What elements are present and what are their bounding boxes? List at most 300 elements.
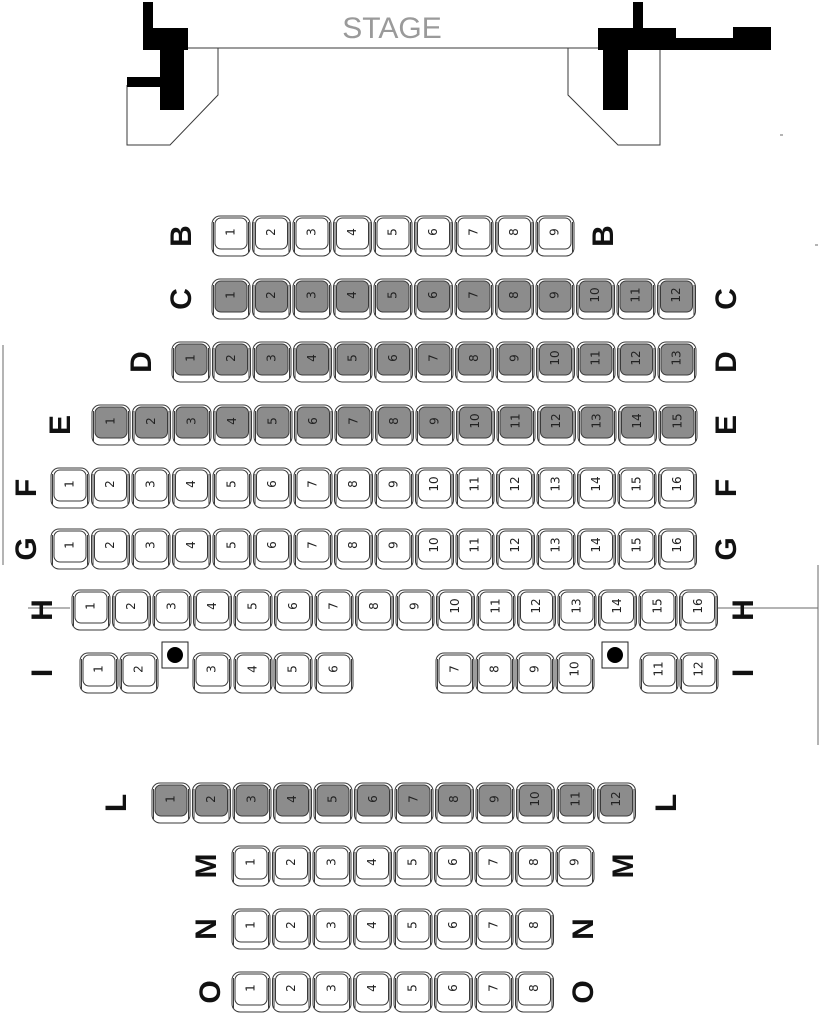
seat-c-10[interactable] <box>577 279 615 319</box>
seat-number: 11 <box>488 598 503 614</box>
seat-e-11[interactable] <box>497 405 535 445</box>
seat-number: 13 <box>548 537 563 553</box>
seat-number: 7 <box>486 858 501 866</box>
row-label-left: C <box>164 288 198 310</box>
seat-f-12[interactable] <box>497 468 535 508</box>
seat-m-7[interactable] <box>475 846 513 886</box>
seat-h-4[interactable] <box>194 590 232 630</box>
seat-b-9[interactable] <box>536 216 574 256</box>
marker-row-i-left <box>162 642 188 668</box>
seat-number: 7 <box>447 665 462 673</box>
seat-b-4[interactable] <box>334 216 372 256</box>
seat-n-3[interactable] <box>313 909 351 949</box>
seat-f-10[interactable] <box>416 468 454 508</box>
seat-number: 2 <box>204 795 218 803</box>
seat-number: 4 <box>365 858 379 866</box>
seat-number: 6 <box>265 480 279 488</box>
seat-h-1[interactable] <box>72 590 110 630</box>
seat-d-1[interactable] <box>172 342 210 382</box>
seat-b-7[interactable] <box>455 216 493 256</box>
seat-number: 13 <box>589 413 604 429</box>
seat-f-6[interactable] <box>254 468 292 508</box>
row-f <box>10 468 743 508</box>
seat-g-1[interactable] <box>51 529 89 569</box>
seat-f-11[interactable] <box>456 468 494 508</box>
stage <box>127 2 771 145</box>
seat-b-5[interactable] <box>374 216 412 256</box>
seat-g-2[interactable] <box>92 529 130 569</box>
row-label-left: H <box>25 599 59 621</box>
seat-number: 4 <box>245 665 260 673</box>
seat-number: 8 <box>527 858 541 866</box>
seat-number: 14 <box>610 598 624 614</box>
seat-number: 15 <box>650 598 665 614</box>
seat-d-7[interactable] <box>415 342 453 382</box>
seat-h-11[interactable] <box>477 590 515 630</box>
seat-number: 5 <box>224 541 239 549</box>
seat-i-9[interactable] <box>516 653 554 693</box>
seat-e-8[interactable] <box>376 405 414 445</box>
seat-number: 1 <box>223 291 238 299</box>
seat-number: 12 <box>629 350 643 366</box>
row-b <box>165 216 620 256</box>
seat-number: 5 <box>385 291 400 299</box>
seat-d-6[interactable] <box>375 342 413 382</box>
seat-number: 4 <box>285 795 299 803</box>
seat-number: 8 <box>527 984 541 992</box>
seat-h-7[interactable] <box>315 590 353 630</box>
seat-number: 12 <box>549 413 563 429</box>
seat-number: 6 <box>326 665 341 673</box>
row-label-right: H <box>726 599 760 621</box>
row-label-left: N <box>189 918 223 940</box>
seat-number: 10 <box>427 537 441 553</box>
seat-c-7[interactable] <box>455 279 493 319</box>
seat-e-13[interactable] <box>578 405 616 445</box>
stage-label: STAGE <box>342 12 442 45</box>
seat-number: 1 <box>91 665 106 673</box>
seat-f-3[interactable] <box>132 468 170 508</box>
seat-number: 11 <box>628 287 643 303</box>
seat-o-2[interactable] <box>273 972 311 1012</box>
row-c <box>165 279 743 319</box>
seat-number: 10 <box>427 476 441 492</box>
seat-o-6[interactable] <box>435 972 473 1012</box>
seat-e-15[interactable] <box>659 405 697 445</box>
seat-number: 7 <box>346 417 361 425</box>
seat-number: 9 <box>386 541 401 549</box>
seat-number: 7 <box>466 228 481 236</box>
seat-h-12[interactable] <box>518 590 556 630</box>
seat-h-6[interactable] <box>275 590 313 630</box>
seat-number: 2 <box>144 417 158 425</box>
seat-l-11[interactable] <box>557 783 595 823</box>
seat-number: 5 <box>224 480 239 488</box>
seat-number: 8 <box>467 354 481 362</box>
seat-number: 5 <box>385 228 400 236</box>
seat-number: 5 <box>325 795 340 803</box>
seat-number: 4 <box>205 602 219 610</box>
seat-number: 10 <box>548 350 562 366</box>
seat-number: 11 <box>467 537 482 553</box>
seat-d-8[interactable] <box>456 342 494 382</box>
seat-l-8[interactable] <box>436 783 474 823</box>
seat-e-12[interactable] <box>538 405 576 445</box>
seat-number: 8 <box>447 795 461 803</box>
seat-h-16[interactable] <box>680 590 718 630</box>
seat-f-5[interactable] <box>213 468 251 508</box>
stage-right-block <box>598 2 771 110</box>
seat-e-5[interactable] <box>254 405 292 445</box>
seat-c-4[interactable] <box>334 279 372 319</box>
seat-number: 3 <box>143 480 158 488</box>
row-o <box>194 972 600 1012</box>
seat-o-1[interactable] <box>232 972 270 1012</box>
seat-i-11[interactable] <box>640 653 678 693</box>
seat-number: 3 <box>164 602 179 610</box>
seat-number: 15 <box>629 476 644 492</box>
seat-number: 9 <box>507 354 522 362</box>
seat-c-6[interactable] <box>415 279 453 319</box>
seat-number: 3 <box>244 795 259 803</box>
seat-b-8[interactable] <box>496 216 534 256</box>
seat-e-6[interactable] <box>295 405 333 445</box>
seat-number: 5 <box>405 858 420 866</box>
seat-number: 3 <box>304 291 319 299</box>
seat-g-3[interactable] <box>132 529 170 569</box>
seat-f-9[interactable] <box>375 468 413 508</box>
seat-g-14[interactable] <box>578 529 616 569</box>
seat-e-14[interactable] <box>619 405 657 445</box>
seat-number: 6 <box>366 795 380 803</box>
seat-number: 1 <box>163 795 178 803</box>
seat-f-1[interactable] <box>51 468 89 508</box>
seat-n-4[interactable] <box>354 909 392 949</box>
seat-number: 9 <box>487 795 502 803</box>
seat-number: 12 <box>508 476 522 492</box>
seat-f-16[interactable] <box>659 468 697 508</box>
seat-f-4[interactable] <box>173 468 211 508</box>
seat-d-10[interactable] <box>537 342 575 382</box>
stage-left-block <box>127 2 188 110</box>
seat-number: 11 <box>467 476 482 492</box>
seat-number: 13 <box>569 598 584 614</box>
row-label-right: D <box>709 351 743 373</box>
seat-o-7[interactable] <box>475 972 513 1012</box>
seat-g-12[interactable] <box>497 529 535 569</box>
seat-number: 5 <box>405 984 420 992</box>
seat-h-3[interactable] <box>153 590 191 630</box>
seat-number: 6 <box>426 291 440 299</box>
seat-number: 5 <box>285 665 300 673</box>
seat-number: 1 <box>83 602 98 610</box>
seat-i-1[interactable] <box>80 653 118 693</box>
seat-h-15[interactable] <box>639 590 677 630</box>
seat-number: 3 <box>184 417 199 425</box>
seat-number: 9 <box>427 417 442 425</box>
seat-number: 4 <box>305 354 319 362</box>
seat-l-2[interactable] <box>193 783 231 823</box>
seat-number: 8 <box>387 417 401 425</box>
seat-n-7[interactable] <box>475 909 513 949</box>
seat-number: 5 <box>405 921 420 929</box>
seat-e-2[interactable] <box>133 405 171 445</box>
seat-b-6[interactable] <box>415 216 453 256</box>
row-label-left: F <box>9 478 43 498</box>
seat-m-5[interactable] <box>394 846 432 886</box>
row-label-right: B <box>586 225 620 247</box>
seat-number: 2 <box>103 480 117 488</box>
row-d <box>125 342 743 382</box>
seat-g-16[interactable] <box>659 529 697 569</box>
seat-c-11[interactable] <box>617 279 655 319</box>
row-label-left: G <box>9 537 43 561</box>
seat-number: 1 <box>223 228 238 236</box>
seat-l-10[interactable] <box>517 783 555 823</box>
seat-rows <box>10 216 760 1012</box>
seat-h-10[interactable] <box>437 590 475 630</box>
seat-b-2[interactable] <box>253 216 291 256</box>
seat-g-10[interactable] <box>416 529 454 569</box>
seat-d-12[interactable] <box>618 342 656 382</box>
seat-m-6[interactable] <box>435 846 473 886</box>
seat-c-9[interactable] <box>536 279 574 319</box>
seat-h-9[interactable] <box>396 590 434 630</box>
seat-m-3[interactable] <box>313 846 351 886</box>
seat-number: 13 <box>548 476 563 492</box>
row-l <box>100 783 683 823</box>
seat-number: 7 <box>486 921 501 929</box>
seat-number: 2 <box>124 602 138 610</box>
seat-number: 13 <box>669 350 684 366</box>
seat-number: 2 <box>224 354 238 362</box>
seat-g-15[interactable] <box>618 529 656 569</box>
seat-h-2[interactable] <box>113 590 151 630</box>
seat-f-2[interactable] <box>92 468 130 508</box>
seat-e-4[interactable] <box>214 405 252 445</box>
row-label-right: F <box>709 478 743 498</box>
seat-b-1[interactable] <box>212 216 250 256</box>
seat-m-1[interactable] <box>232 846 270 886</box>
seat-n-2[interactable] <box>273 909 311 949</box>
seat-number: 2 <box>131 665 146 673</box>
seat-number: 3 <box>143 541 158 549</box>
seat-number: 8 <box>346 541 360 549</box>
seat-number: 9 <box>547 228 562 236</box>
seat-h-13[interactable] <box>558 590 596 630</box>
seat-number: 5 <box>265 417 280 425</box>
seat-number: 2 <box>103 541 117 549</box>
row-label-left: M <box>189 853 223 879</box>
row-label-left: B <box>164 225 198 247</box>
seat-h-14[interactable] <box>599 590 637 630</box>
seat-i-12[interactable] <box>680 653 718 693</box>
seat-g-13[interactable] <box>537 529 575 569</box>
seat-number: 1 <box>243 984 258 992</box>
seat-number: 3 <box>324 921 339 929</box>
seat-number: 9 <box>407 602 422 610</box>
seat-number: 3 <box>264 354 279 362</box>
seat-number: 4 <box>225 417 239 425</box>
seat-number: 7 <box>426 354 441 362</box>
seat-number: 2 <box>264 228 278 236</box>
seat-d-13[interactable] <box>658 342 696 382</box>
marker-row-i-right <box>602 642 628 668</box>
seat-d-3[interactable] <box>253 342 291 382</box>
seat-i-8[interactable] <box>476 653 514 693</box>
seat-f-15[interactable] <box>618 468 656 508</box>
seat-i-6[interactable] <box>315 653 353 693</box>
black-dot-icon <box>167 647 183 663</box>
seat-l-3[interactable] <box>233 783 271 823</box>
seat-number: 12 <box>529 598 543 614</box>
seat-h-5[interactable] <box>234 590 272 630</box>
seat-g-8[interactable] <box>335 529 373 569</box>
seat-m-8[interactable] <box>516 846 554 886</box>
row-label-left: D <box>124 351 158 373</box>
seat-c-3[interactable] <box>293 279 331 319</box>
seat-number: 9 <box>386 480 401 488</box>
seat-number: 1 <box>62 541 77 549</box>
seat-number: 11 <box>568 791 583 807</box>
seat-number: 6 <box>265 541 279 549</box>
seat-b-3[interactable] <box>293 216 331 256</box>
seat-g-6[interactable] <box>254 529 292 569</box>
seat-l-7[interactable] <box>395 783 433 823</box>
seat-number: 15 <box>670 413 685 429</box>
seat-m-9[interactable] <box>556 846 594 886</box>
seat-o-8[interactable] <box>516 972 554 1012</box>
row-n <box>190 909 600 949</box>
seat-f-13[interactable] <box>537 468 575 508</box>
seat-e-1[interactable] <box>92 405 130 445</box>
seat-g-11[interactable] <box>456 529 494 569</box>
seat-i-3[interactable] <box>193 653 231 693</box>
seat-number: 1 <box>62 480 77 488</box>
seat-l-5[interactable] <box>314 783 352 823</box>
seat-number: 6 <box>446 858 460 866</box>
seat-i-4[interactable] <box>234 653 272 693</box>
seat-m-4[interactable] <box>354 846 392 886</box>
seat-number: 9 <box>567 858 582 866</box>
seat-number: 8 <box>346 480 360 488</box>
seat-number: 1 <box>183 354 198 362</box>
seat-m-2[interactable] <box>273 846 311 886</box>
seat-number: 6 <box>286 602 300 610</box>
seat-d-2[interactable] <box>213 342 251 382</box>
seat-number: 7 <box>305 480 320 488</box>
seat-o-3[interactable] <box>313 972 351 1012</box>
seat-g-9[interactable] <box>375 529 413 569</box>
seat-g-5[interactable] <box>213 529 251 569</box>
row-label-right: L <box>649 793 683 813</box>
seat-c-1[interactable] <box>212 279 250 319</box>
seat-number: 4 <box>365 921 379 929</box>
seat-g-7[interactable] <box>294 529 332 569</box>
seat-l-1[interactable] <box>152 783 190 823</box>
row-i <box>26 653 760 693</box>
seat-d-9[interactable] <box>496 342 534 382</box>
seat-n-1[interactable] <box>232 909 270 949</box>
seat-o-5[interactable] <box>394 972 432 1012</box>
seat-d-5[interactable] <box>334 342 372 382</box>
seat-number: 8 <box>507 228 521 236</box>
seat-number: 6 <box>446 921 460 929</box>
seat-number: 7 <box>305 541 320 549</box>
seat-d-11[interactable] <box>577 342 615 382</box>
seat-number: 10 <box>567 661 582 677</box>
row-label-left: L <box>99 793 133 813</box>
seat-e-3[interactable] <box>173 405 211 445</box>
seat-i-5[interactable] <box>274 653 312 693</box>
seat-l-12[interactable] <box>598 783 636 823</box>
seat-e-10[interactable] <box>457 405 495 445</box>
seat-number: 15 <box>629 537 644 553</box>
seat-c-12[interactable] <box>658 279 696 319</box>
seat-number: 16 <box>670 476 684 492</box>
seat-number: 12 <box>609 791 623 807</box>
seat-c-5[interactable] <box>374 279 412 319</box>
seat-number: 6 <box>386 354 400 362</box>
seat-h-8[interactable] <box>356 590 394 630</box>
seat-f-7[interactable] <box>294 468 332 508</box>
seat-number: 14 <box>589 537 603 553</box>
row-label-left: I <box>25 668 59 678</box>
seat-number: 12 <box>669 287 683 303</box>
seat-l-6[interactable] <box>355 783 393 823</box>
seat-g-4[interactable] <box>173 529 211 569</box>
seat-c-8[interactable] <box>496 279 534 319</box>
seat-number: 14 <box>630 413 644 429</box>
seat-number: 12 <box>691 661 706 677</box>
seat-number: 10 <box>588 287 602 303</box>
seat-f-8[interactable] <box>335 468 373 508</box>
seat-number: 3 <box>304 228 319 236</box>
row-label-left: O <box>193 980 227 1004</box>
row-h <box>26 590 760 630</box>
seat-number: 3 <box>324 984 339 992</box>
seat-number: 3 <box>204 665 219 673</box>
seat-l-4[interactable] <box>274 783 312 823</box>
seat-n-6[interactable] <box>435 909 473 949</box>
seat-o-4[interactable] <box>354 972 392 1012</box>
seat-number: 1 <box>243 921 258 929</box>
seat-i-2[interactable] <box>120 653 158 693</box>
seat-e-9[interactable] <box>416 405 454 445</box>
row-label-right: N <box>566 918 600 940</box>
seat-n-5[interactable] <box>394 909 432 949</box>
seat-number: 16 <box>670 537 684 553</box>
seat-d-4[interactable] <box>294 342 332 382</box>
seat-number: 7 <box>406 795 421 803</box>
seat-e-7[interactable] <box>335 405 373 445</box>
seat-number: 1 <box>103 417 118 425</box>
seat-number: 9 <box>527 665 542 673</box>
seat-number: 4 <box>345 228 359 236</box>
seat-l-9[interactable] <box>476 783 514 823</box>
row-label-left: E <box>43 414 77 436</box>
seat-number: 4 <box>345 291 359 299</box>
seat-i-10[interactable] <box>556 653 594 693</box>
seat-n-8[interactable] <box>516 909 554 949</box>
seat-number: 9 <box>547 291 562 299</box>
seat-f-14[interactable] <box>578 468 616 508</box>
seat-number: 8 <box>507 291 521 299</box>
seat-i-7[interactable] <box>436 653 474 693</box>
seat-number: 2 <box>284 921 298 929</box>
seat-c-2[interactable] <box>253 279 291 319</box>
seat-number: 6 <box>306 417 320 425</box>
